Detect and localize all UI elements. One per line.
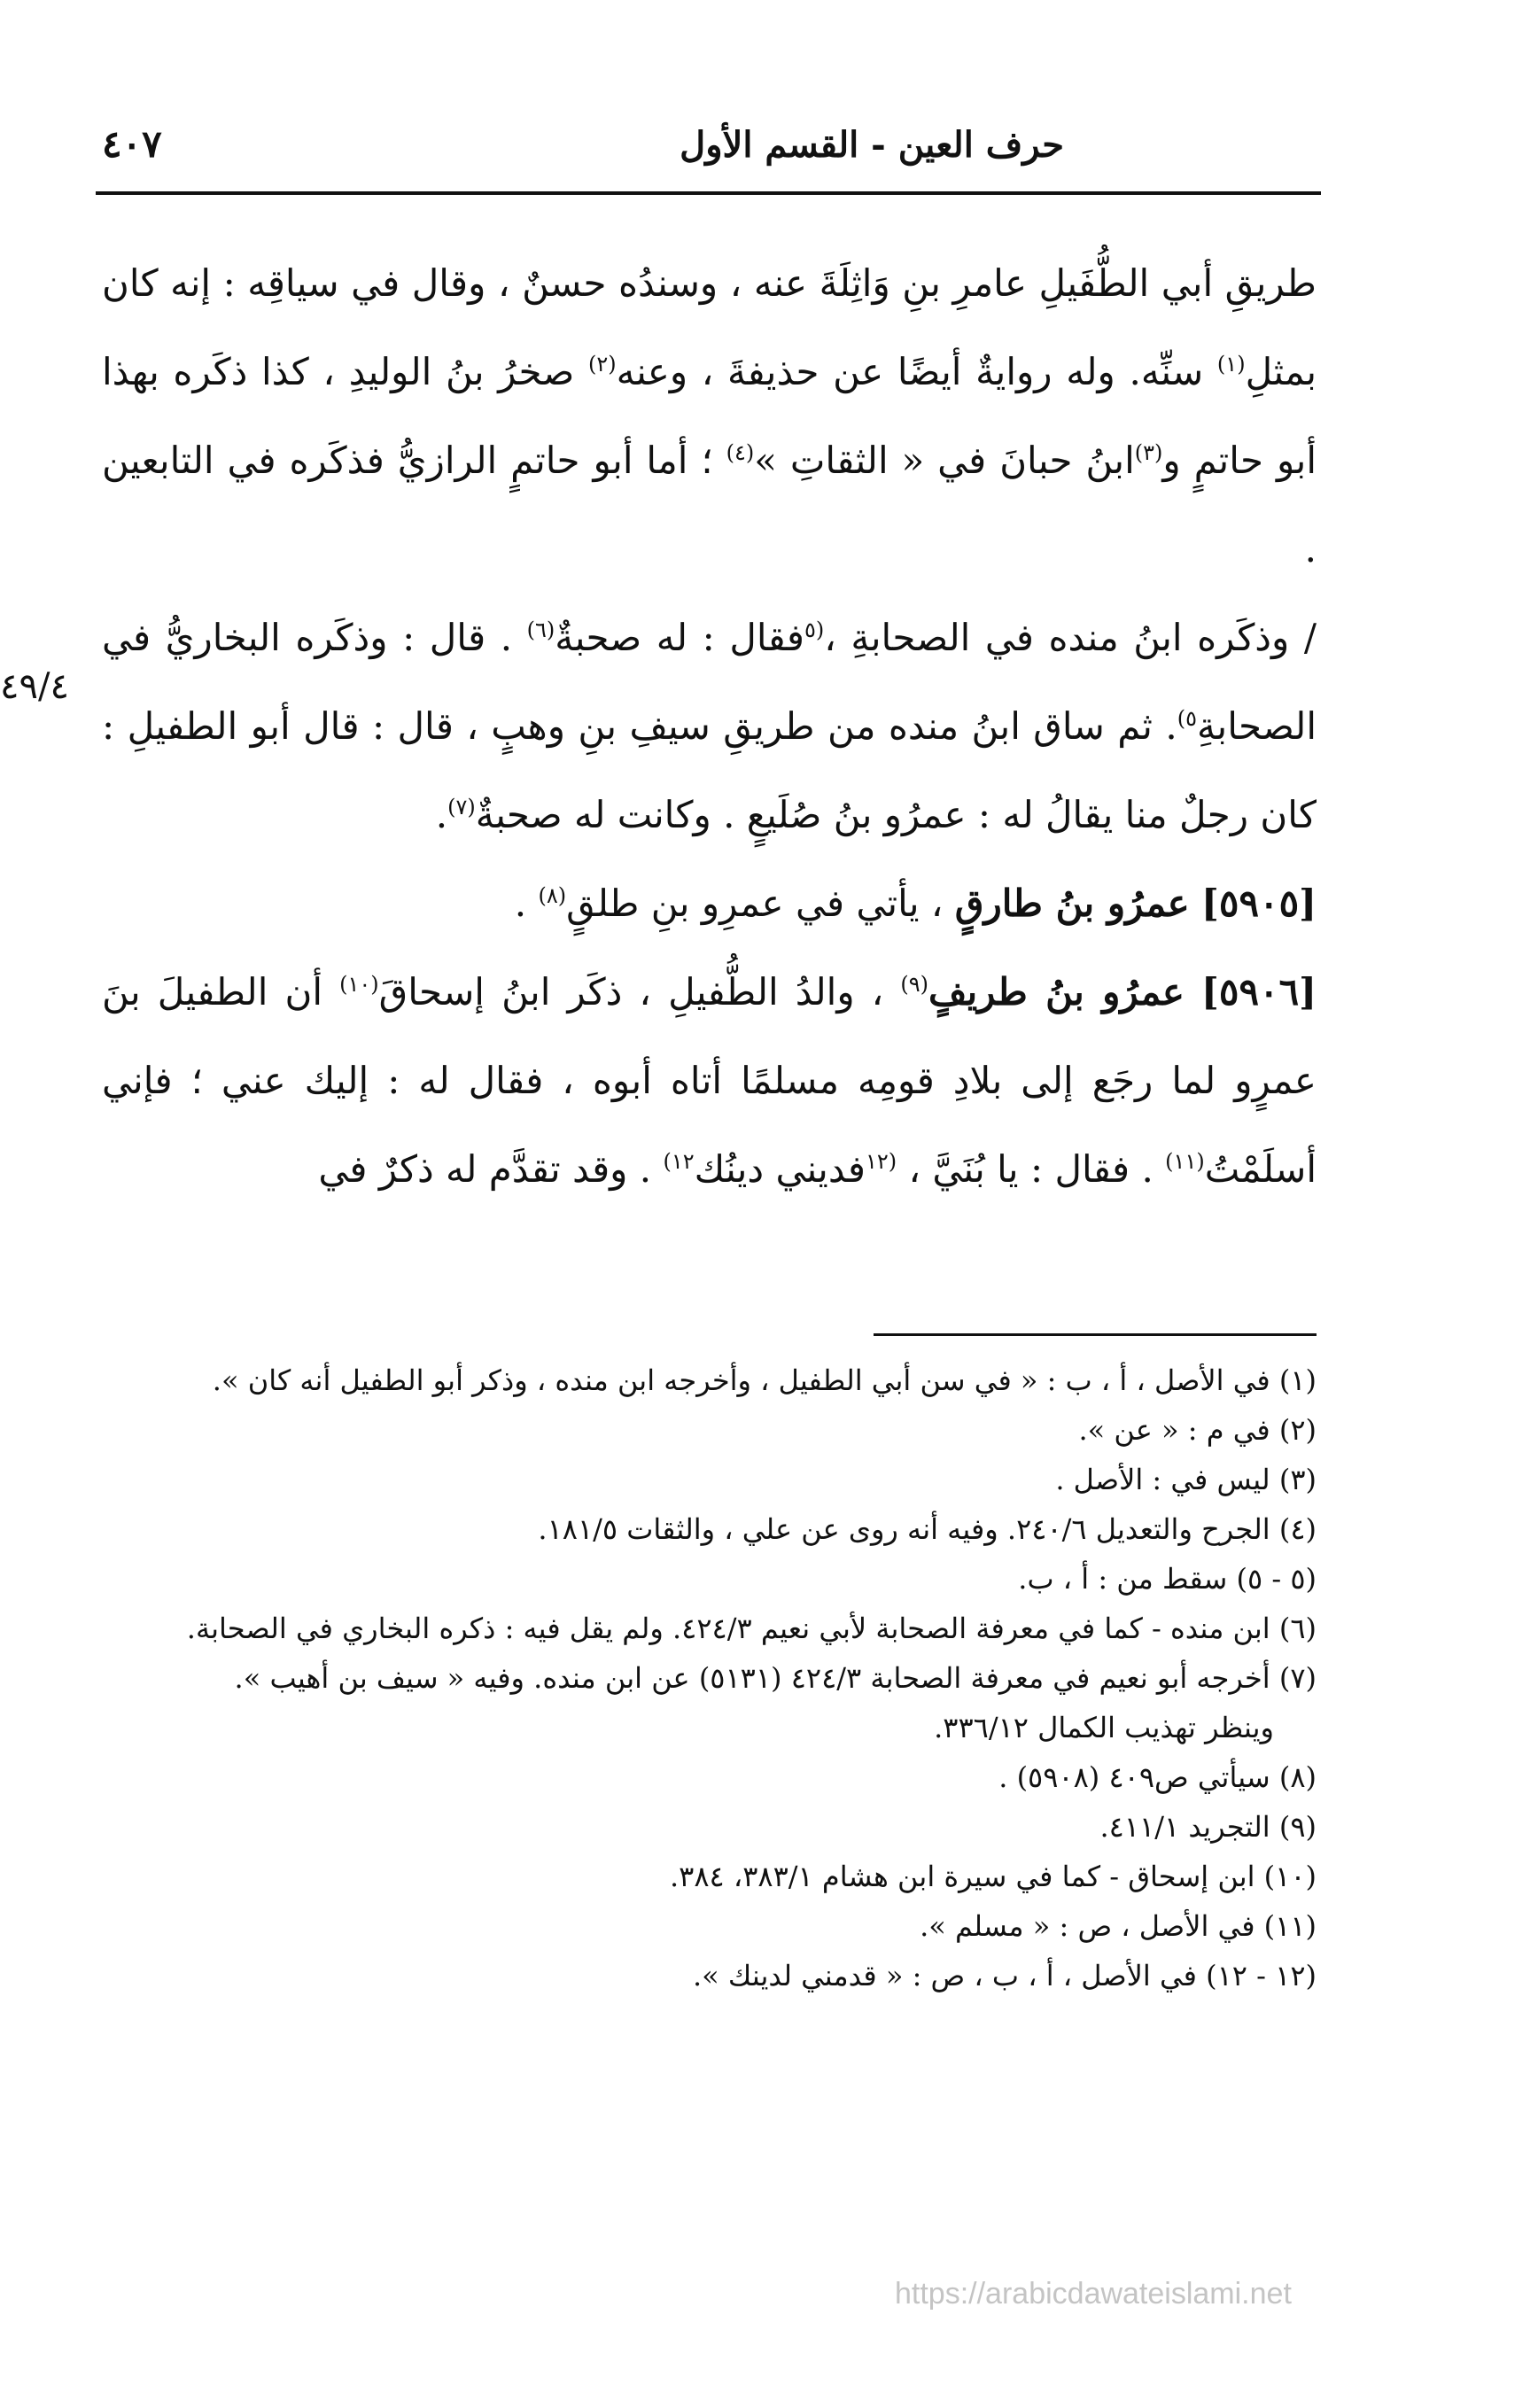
paragraph-2 [102, 594, 1317, 859]
text-run: فقال : له صحبةٌ [555, 616, 804, 659]
footnote-6: (٦) ابن منده - كما في معرفة الصحابة لأبي نعيم ٤٢٤/٣. ولم يقل فيه : ذكره البخاري في الصحابة. [186, 1612, 1317, 1645]
footnote-marker-12-open: (١٢ [865, 1149, 897, 1174]
text-run: . [514, 882, 527, 925]
entry-number: [٥٩٠٥] [1201, 882, 1317, 925]
footnote-5: (٥ - ٥) سقط من : أ ، ب. [1018, 1562, 1317, 1596]
footnote-marker-2: (٢) [587, 352, 617, 377]
footnote-3: (٣) ليس في : الأصل . [1055, 1463, 1317, 1496]
main-text [102, 239, 1317, 1214]
footnote-1: (١) في الأصل ، أ ، ب : « في سن أبي الطفيل ، وأخرجه ابن منده ، وذكر أبو الطفيل أنه كان ». [212, 1363, 1317, 1397]
footnote-10: (١٠) ابن إسحاق - كما في سيرة ابن هشام ٣٨٣/١، ٣٨٤. [669, 1860, 1317, 1893]
footnote-12: (١٢ - ١٢) في الأصل ، أ ، ب ، ص : « قدمني لدينك ». [692, 1959, 1317, 1992]
text-run: صخرُ بنُ الوليدِ ، كذا ذكَره بهذا أبو حاتمٍ و [102, 350, 1317, 482]
footnote-9: (٩) التجريد ٤١١/١. [1099, 1810, 1317, 1844]
footnote-marker-12-close: ١٢) [663, 1149, 695, 1174]
footnote-marker-5-open: (٥ [804, 618, 825, 642]
text-run: طريقِ أبي الطُّفَيلِ عامرِ بنِ وَاثِلَةَ عنه ، وسندُه حسنٌ ، وقال في سياقِه : إنه كان بمثلِ [102, 261, 1317, 393]
text-run: . وقد تقدَّم له ذكرٌ في [318, 1147, 652, 1191]
footnote-marker-10: (١٠) [339, 972, 379, 997]
footnote-marker-11: (١١) [1165, 1149, 1205, 1174]
entry-number: [٥٩٠٦] [1201, 970, 1317, 1014]
watermark-url: https://arabicdawateislami.net [895, 2277, 1292, 2311]
entry-5906 [102, 948, 1317, 1214]
paragraph-1 [102, 239, 1317, 594]
text-run: أن الطفيلَ بنَ عمرٍو لما رجَع إلى بلادِ قومِه مسلمًا أتاه أبوه ، فقال له : إليك عني ؛ فإني أسلَمْتُ [102, 970, 1317, 1191]
text-run: / وذكَره ابنُ منده في الصحابةِ ، [824, 616, 1317, 659]
page-number: ٤٠٧ [102, 122, 162, 166]
footnote-11: (١١) في الأصل ، ص : « مسلم ». [920, 1909, 1317, 1943]
text-run: سنِّه. وله روايةٌ أيضًا عن حذيفةَ ، وعنه [616, 350, 1204, 393]
footnote-marker-3: (٣) [1134, 440, 1163, 465]
footnote-marker-8: (٨) [538, 883, 567, 908]
footnote-separator [874, 1333, 1317, 1336]
text-run: ابنُ حبانَ في « الثقاتِ » [754, 439, 1135, 482]
footnote-7-continued: وينظر تهذيب الكمال ٣٣٦/١٢. [934, 1711, 1274, 1744]
text-run: ، والدُ الطُّفيلِ ، ذكَر ابنُ إسحاقَ [378, 970, 884, 1014]
entry-name: عمرُو بنُ طارقٍ [954, 882, 1190, 925]
footnote-2: (٢) في م : « عن ». [1078, 1413, 1317, 1447]
footnote-8: (٨) سيأتي ص٤٠٩ (٥٩٠٨) . [998, 1760, 1317, 1794]
footnote-7: (٧) أخرجه أبو نعيم في معرفة الصحابة ٤٢٤/٣ (٥١٣١) عن ابن منده. وفيه « سيف بن أهيب ». [234, 1661, 1317, 1695]
running-title: حرف العين - القسم الأول [680, 124, 1064, 166]
text-run: . ثم ساق ابنُ منده من طريقِ سيفِ بنِ وهبٍ ، قال : قال أبو الطفيلِ : كان رجلٌ منا يقالُ له : عمرُو بنُ صُلَيعٍ . وكانت له صحبةٌ [102, 704, 1317, 836]
footnote-marker-9: (٩) [900, 972, 928, 997]
footnote-marker-1: (١) [1216, 352, 1246, 377]
text-run: . [435, 793, 448, 836]
text-run: ؛ أما أبو حاتمٍ الرازيُّ فذكَره في التابعين . [102, 439, 1317, 571]
footnote-marker-6: (٦) [526, 618, 555, 642]
entry-5905 [102, 859, 1317, 948]
text-run: . فقال : يا بُنَيَّ ، [908, 1147, 1154, 1191]
text-run: ، يأتي في عمرِو بنِ طلقٍ [566, 882, 944, 925]
footnote-marker-5-close: ٥) [1177, 706, 1197, 731]
page-header [93, 117, 1321, 188]
header-rule [96, 191, 1321, 195]
footnote-marker-7: (٧) [447, 795, 476, 819]
footnotes [102, 1355, 1317, 2000]
text-run: فديني دينُك [694, 1147, 866, 1191]
footnote-marker-4: (٤) [726, 440, 755, 465]
margin-volume-page-ref: ٤٩/٤ [0, 666, 69, 707]
footnote-4: (٤) الجرح والتعديل ٢٤٠/٦. وفيه أنه روى عن علي ، والثقات ١٨١/٥. [538, 1512, 1317, 1546]
entry-name: عمرُو بنُ طريفٍ [928, 970, 1185, 1014]
text-run: . قال : وذكَره البخاريُّ في الصحابةِ [102, 616, 1317, 748]
